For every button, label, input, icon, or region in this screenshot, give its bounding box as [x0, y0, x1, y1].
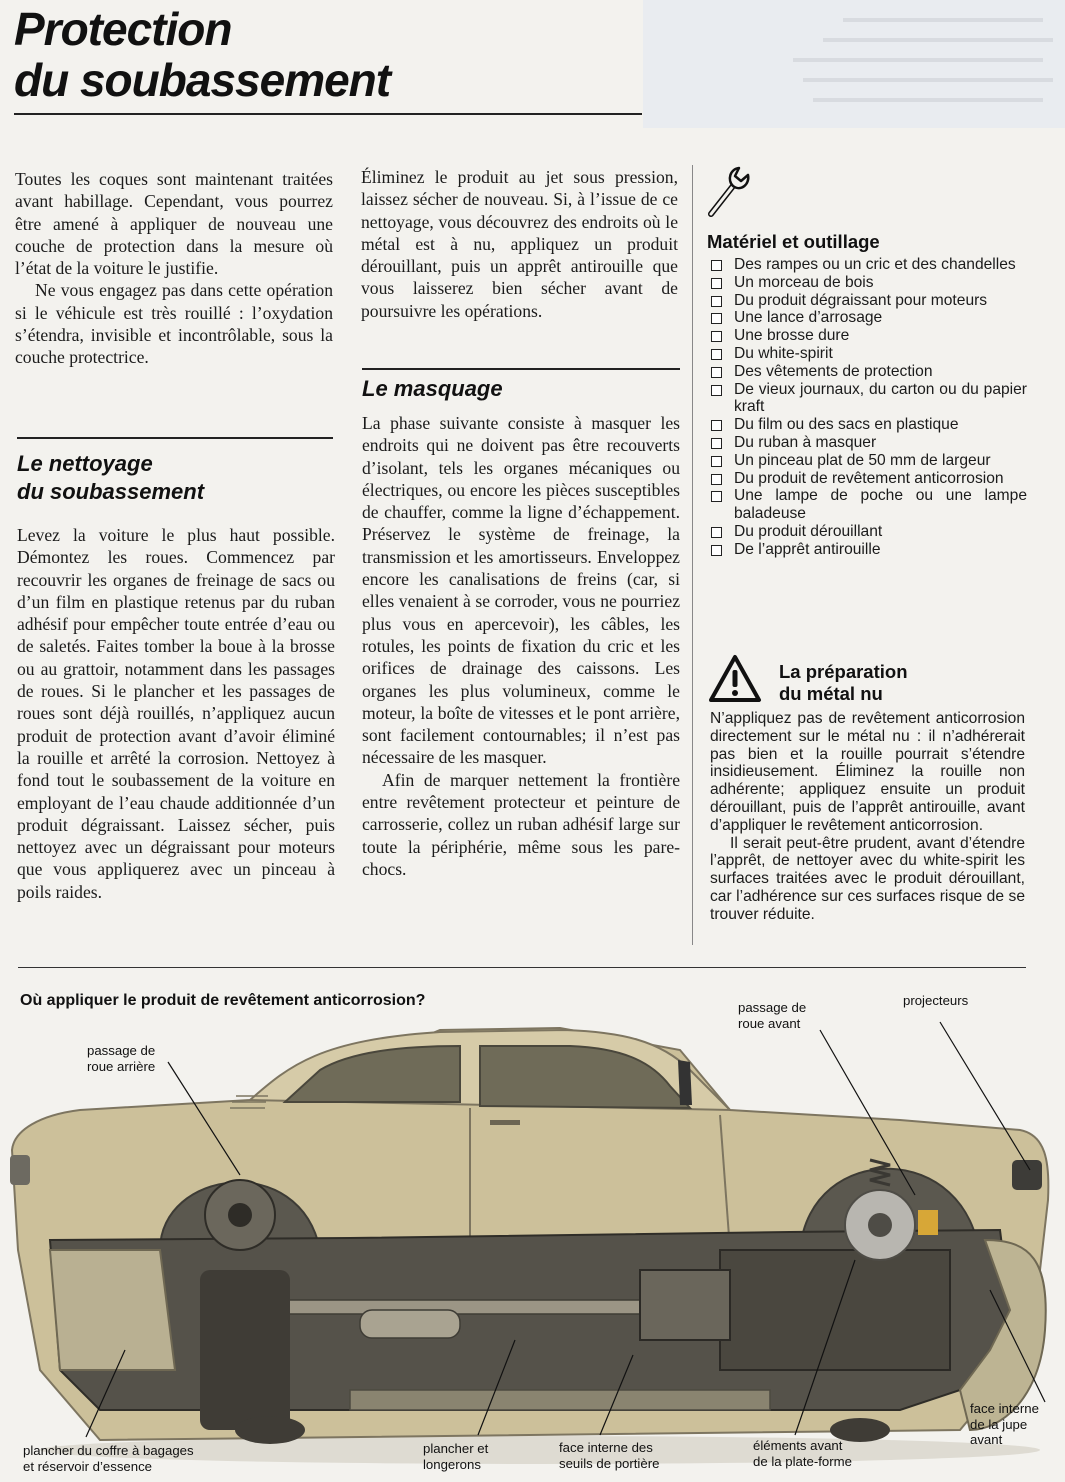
checkbox-icon	[711, 331, 722, 342]
tool-item	[709, 256, 1027, 274]
label-elements-avant	[753, 1438, 852, 1469]
tool-item	[709, 309, 1027, 327]
heading-nettoyage-line-2: du soubassement	[17, 479, 205, 504]
checkbox-icon	[711, 296, 722, 307]
tool-item	[709, 487, 1027, 523]
label-seuils-line-1: face interne des	[559, 1440, 653, 1455]
label-passage-arriere-line-1: passage de	[87, 1043, 156, 1058]
nettoyage-paragraph: Levez la voiture le plus haut possible. Démontez les roues. Commencez par recouvrir les organes de freinage de sacs ou d’un film en plastique retenus par du ruban adhésif pour empêcher toute entrée d’eau ou de saletés. Faites tomber la boue à la brosse ou au grattoir, notamment dans les passages de roues. Si le plancher et les passages de roues sont déjà rouillés, n’appliquez aucun produit de protection avant d’avoir éliminé la rouille et arrêté la corrosion. Nettoyez à fond tout le soubassement de la voiture en employant de l’eau chaude additionnée d’un produit dégraissant. Laissez sécher, puis nettoyez avec un dégraissant pour moteurs que vous appliquerez avec un pinceau à poils raides.	[17, 525, 335, 902]
heading-masquage: Le masquage	[362, 376, 503, 401]
warning-icon	[708, 654, 762, 704]
tool-item	[709, 292, 1027, 310]
heading-nettoyage	[17, 450, 204, 506]
heading-materiel: Matériel et outillage	[707, 231, 880, 252]
checkbox-icon	[711, 438, 722, 449]
tool-item	[709, 434, 1027, 452]
checkbox-icon	[711, 349, 722, 360]
checkbox-icon	[711, 545, 722, 556]
checkbox-icon	[711, 474, 722, 485]
checkbox-icon	[711, 313, 722, 324]
heading-preparation-line-1: La préparation	[779, 661, 908, 682]
label-coffre-line-1: plancher du coffre à bagages	[23, 1443, 194, 1458]
bleed-ghost-lines	[643, 0, 1065, 128]
checkbox-icon	[711, 456, 722, 467]
checkbox-icon	[711, 420, 722, 431]
label-jupe-line-3: avant	[970, 1432, 1003, 1447]
tool-item-label: Du film ou des sacs en plastique	[734, 416, 959, 434]
label-plancher-line-2: longerons	[423, 1456, 481, 1472]
preparation-paragraph-2: Il serait peut-être prudent, avant d’étendre l’apprêt, de nettoyer avec du white-spirit les surfaces traitées avec le produit dérouillant, car l’adhérence sur ces surfaces risque de se trouver réduite.	[710, 834, 1025, 923]
car-underbody-illustration	[0, 1010, 1065, 1482]
tools-list	[709, 256, 1027, 559]
section-rule-masquage	[362, 368, 680, 370]
title-rule	[14, 113, 642, 115]
label-passage-avant-line-2: roue avant	[738, 1015, 801, 1031]
tool-item-label: Du white-spirit	[734, 344, 833, 362]
wrench-icon	[703, 162, 755, 218]
label-plancher-line-1: plancher et	[423, 1441, 489, 1456]
intro-paragraph-2: Ne vous engagez pas dans cette opération si le véhicule est très rouillé : l’oxydation s’étendra, invisible et incontrôlable, sous la couche protectrice.	[15, 280, 333, 368]
tool-item-label: Du ruban à masquer	[734, 433, 877, 451]
heading-preparation	[779, 661, 908, 705]
label-jupe-line-1: face interne	[970, 1401, 1039, 1416]
tool-item-label: Des vêtements de protection	[734, 362, 933, 380]
tool-item-label: Des rampes ou un cric et des chandelles	[734, 256, 1016, 273]
heading-preparation-line-2: du métal nu	[779, 683, 883, 704]
figure-rule	[18, 967, 1026, 968]
label-coffre-line-2: et réservoir d’essence	[23, 1458, 153, 1474]
figure-title: Où appliquer le produit de revêtement anticorrosion?	[20, 992, 426, 1009]
checkbox-icon	[711, 385, 722, 396]
label-seuils-portiere	[559, 1440, 659, 1471]
label-passage-roue-avant	[738, 1000, 806, 1031]
heading-nettoyage-line-1: Le nettoyage	[17, 451, 153, 476]
section-rule-nettoyage	[17, 437, 333, 439]
tool-item-label: De l’apprêt antirouille	[734, 540, 881, 558]
tool-item	[709, 470, 1027, 488]
checkbox-icon	[711, 527, 722, 538]
label-plancher-longerons	[423, 1441, 488, 1472]
col2-paragraph: Éliminez le produit au jet sous pression, laissez sécher de nouveau. Si, à l’issue de ce nettoyage, vous découvrez des endroits où le métal est à nu, appliquez un produit dérouillant, puis un apprêt antirouille que vous laisserez bien sécher avant de poursuivre les opérations.	[361, 167, 678, 321]
nettoyage-text	[17, 524, 335, 903]
tool-item	[709, 452, 1027, 470]
masquage-paragraph-2: Afin de marquer nettement la frontière entre revêtement protecteur et peinture de carrosserie, collez un ruban adhésif large sur toute la périphérie, même sous les pare-chocs.	[362, 769, 680, 879]
tool-item-label: Un pinceau plat de 50 mm de largeur	[734, 451, 991, 469]
masquage-text	[362, 412, 680, 880]
checkbox-icon	[711, 278, 722, 289]
label-passage-roue-arriere	[87, 1043, 155, 1074]
label-elements-line-2: de la plate-forme	[753, 1453, 852, 1469]
col2-text	[361, 166, 678, 322]
label-jupe-avant	[970, 1401, 1039, 1448]
title-line-2: du soubassement	[14, 54, 391, 106]
checkbox-icon	[711, 260, 722, 271]
tool-item	[709, 274, 1027, 292]
intro-paragraph-1: Toutes les coques sont maintenant traitées avant habillage. Cependant, vous pourrez être amené à appliquer de nouveau une couche de protection dans la mesure où l’état de la voiture le justifie.	[15, 169, 333, 279]
tool-item-label: Une lance d’arrosage	[734, 309, 883, 327]
label-passage-avant-line-1: passage de	[738, 1000, 807, 1015]
tool-item-label: Du produit dégraissant pour moteurs	[734, 291, 988, 309]
tool-item	[709, 345, 1027, 363]
tool-item-label: De vieux journaux, du carton ou du papier kraft	[734, 380, 1027, 416]
checkbox-icon	[711, 367, 722, 378]
page-bleed-area	[643, 0, 1065, 128]
column-divider	[692, 165, 693, 945]
label-plancher-coffre	[23, 1443, 194, 1474]
label-projecteurs: projecteurs	[903, 993, 969, 1008]
tool-item	[709, 523, 1027, 541]
tool-item	[709, 381, 1027, 417]
label-passage-arriere-line-2: roue arrière	[87, 1058, 156, 1074]
preparation-text	[710, 710, 1025, 924]
preparation-paragraph-1: N’appliquez pas de revêtement anticorrosion directement sur le métal nu : il n’adhérerait pas bien et la rouille pourrait s’étendre insidieusement. Éliminez la rouille non adhérente; appliquez ensuite un produit dérouillant, puis de l’apprêt antirouille, avant d’appliquer le revêtement anticorrosion.	[710, 710, 1025, 834]
tool-item-label: Du produit de revêtement anticorrosion	[734, 469, 1004, 487]
title-line-1: Protection	[14, 3, 232, 55]
tool-item-label: Une brosse dure	[734, 327, 850, 345]
masquage-paragraph-1: La phase suivante consiste à masquer les endroits qui ne doivent pas être recouverts d’isolant, tels les organes mécaniques ou électriques, ou encore les pièces susceptibles de chauffer, comme la ligne d’échappement. Préservez le système de freinage, la transmission et les amortisseurs. Enveloppez encore les canalisations de freins (car, si elles venaient à se corroder, vous ne pourriez plus vous en apercevoir), les câbles, les rotules, les points de fixation du cric et les orifices de drainage des caissons. Les organes les plus volumineux, comme le moteur, la boîte de vitesses et le pont arrière, sont facilement contournables; il n’est pas nécessaire de les masquer.	[362, 413, 680, 768]
label-seuils-line-2: seuils de portière	[559, 1455, 660, 1471]
label-jupe-line-2: de la jupe	[970, 1416, 1028, 1432]
tool-item-label: Du produit dérouillant	[734, 522, 883, 540]
tool-item-label: Un morceau de bois	[734, 273, 874, 291]
page-title	[14, 4, 390, 106]
checkbox-icon	[711, 491, 722, 502]
intro-text	[15, 168, 333, 369]
tool-item-label: Une lampe de poche ou une lampe baladeuse	[734, 487, 1027, 523]
tool-item	[709, 416, 1027, 434]
tool-item	[709, 363, 1027, 381]
tool-item	[709, 327, 1027, 345]
label-elements-line-1: éléments avant	[753, 1438, 843, 1453]
tool-item	[709, 541, 1027, 559]
